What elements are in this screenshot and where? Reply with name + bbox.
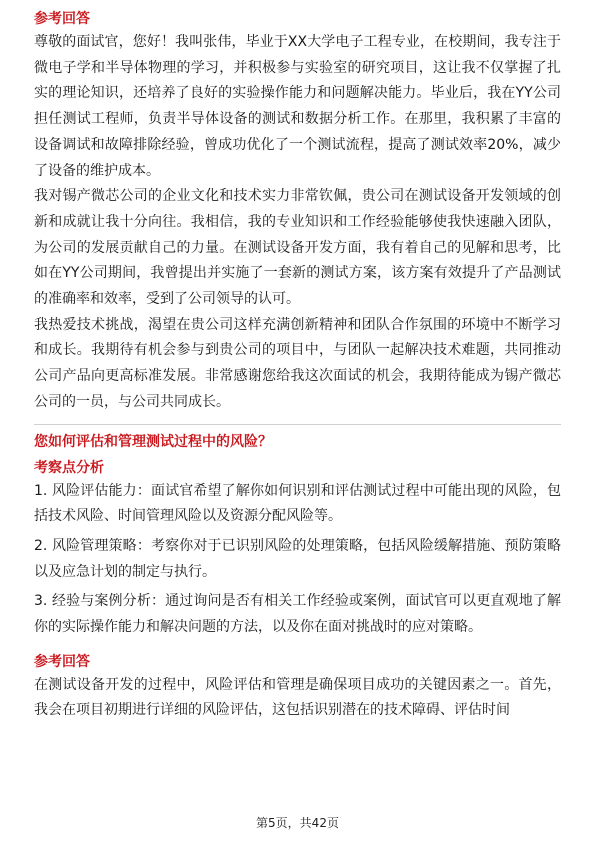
reference-answer-heading-2: 参考回答 — [34, 653, 90, 670]
answer-paragraph-closing: 我热爱技术挑战，渴望在贵公司这样充满创新精神和团队合作氛围的环境中不断学习和成长。我期待有机会参与到贵公司的项目中，与团队一起解决技术难题，共同推动公司产品向更高标准发展。非常感谢您给我这次面试的机会，我期待能成为锡产微芯公司的一员，与公司共同成长。 — [34, 316, 561, 410]
answer-paragraph-intro: 尊敬的面试官，您好！我叫张伟，毕业于XX大学电子工程专业，在校期间，我专注于微电子学和半导体物理的学习，并积极参与实验室的研究项目，这让我不仅掌握了扎实的理论知识，还培养了良好的实验操作能力和问题解决能力。毕业后，我在YY公司担任测试工程师，负责半导体设备的测试和数据分析工作。在那里，我积累了丰富的设备调试和故障排除经验，曾成功优化了一个测试流程，提高了测试效率20%，减少了设备的维护成本。 — [34, 34, 561, 179]
page-number-footer: 第5页，共42页 — [256, 816, 339, 830]
analysis-item-1: 1. 风险评估能力：面试官希望了解你如何识别和评估测试过程中可能出现的风险，包括技术风险、时间管理风险以及资源分配风险等。 — [34, 482, 561, 525]
section-divider — [34, 424, 561, 425]
reference-answer-heading: 参考回答 — [34, 11, 90, 27]
analysis-heading: 考察点分析 — [34, 459, 104, 476]
interview-question: 您如何评估和管理测试过程中的风险？ — [34, 433, 272, 450]
analysis-item-2: 2. 风险管理策略：考察你对于已识别风险的处理策略，包括风险缓解措施、预防策略以及应急计划的制定与执行。 — [34, 537, 561, 580]
page-content — [34, 8, 561, 724]
answer-paragraph-company: 我对锡产微芯公司的企业文化和技术实力非常钦佩，贵公司在测试设备开发领域的创新和成就让我十分向往。我相信，我的专业知识和工作经验能够使我快速融入团队，为公司的发展贡献自己的力量。在测试设备开发方面，我有着自己的见解和思考，比如在YY公司期间，我曾提出并实施了一套新的测试方案，该方案有效提升了产品测试的准确率和效率，受到了公司领导的认可。 — [34, 188, 561, 308]
analysis-item-3: 3. 经验与案例分析：通过询问是否有相关工作经验或案例，面试官可以更直观地了解你的实际操作能力和解决问题的方法，以及你在面对挑战时的应对策略。 — [34, 593, 561, 636]
answer-paragraph-risk: 在测试设备开发的过程中，风险评估和管理是确保项目成功的关键因素之一。首先，我会在项目初期进行详细的风险评估，这包括识别潜在的技术障碍、评估时间 — [34, 676, 561, 719]
